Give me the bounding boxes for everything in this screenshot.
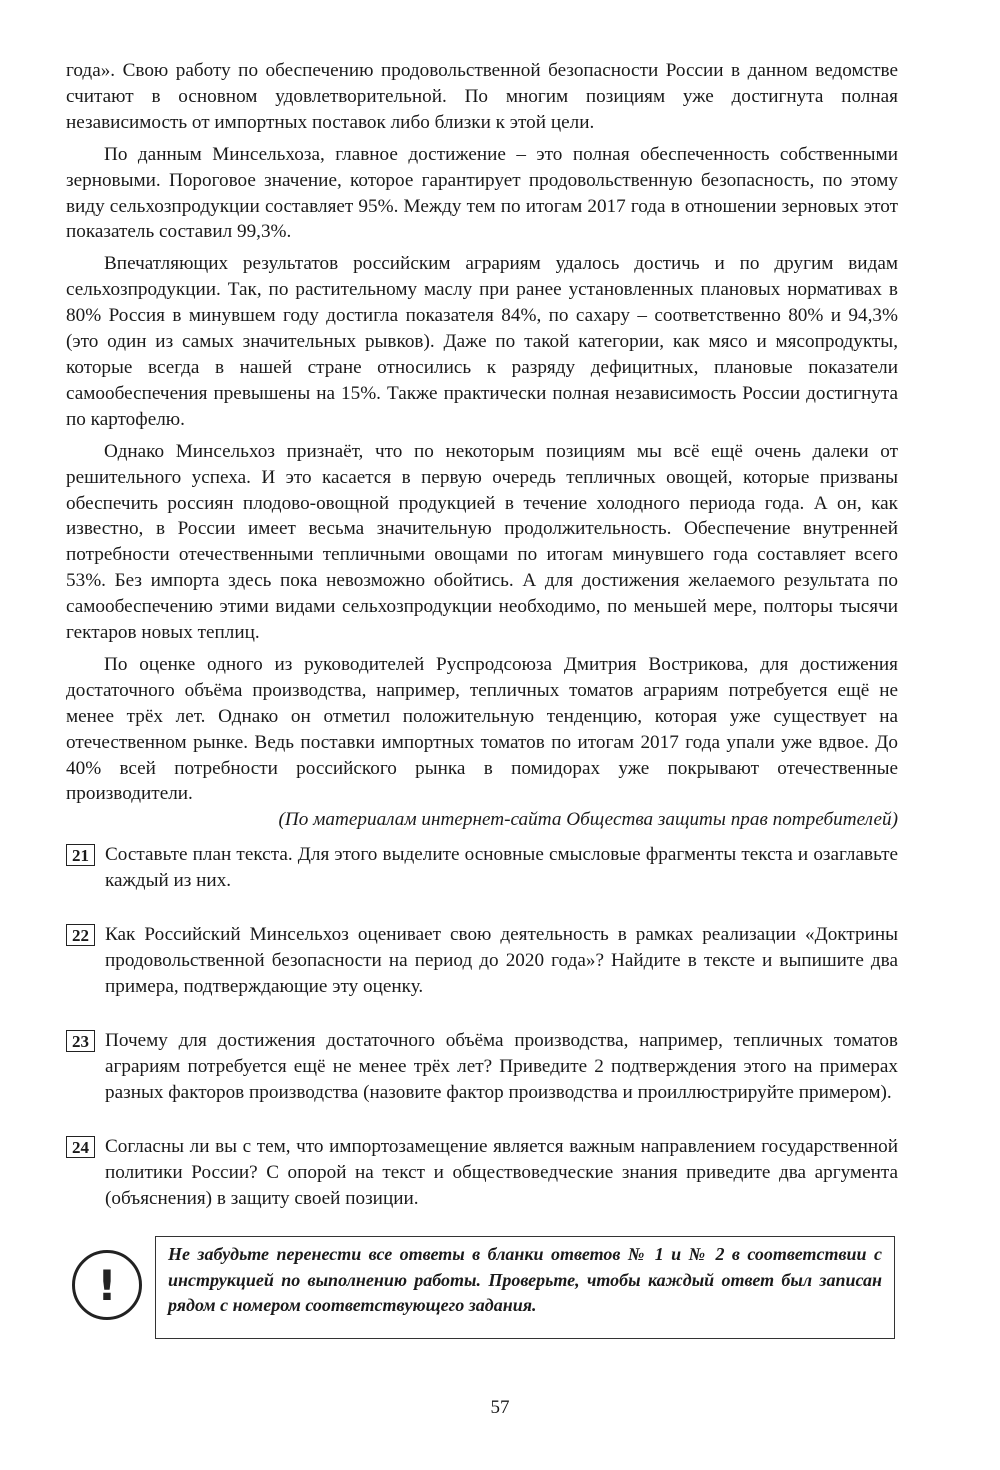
task-number: 24 [66, 1136, 95, 1158]
task-question: Как Российский Минсельхоз оценивает свою деятельность в рамках реализации «Доктрины продовольственной безопасности на период до 2020 года»? Найдите в тексте и выпишите два примера, подтверждающие эту оценку. [105, 924, 898, 997]
paragraph-3: Впечатляющих результатов российским аграриям удалось достичь и по другим видам сельхозпродукции. Так, по растительному маслу при ранее установленных плановых нормативах в 80% Россия в минувшем году достигла показателя 84%, по сахару – соответственно 80% и 94,3% (это один из самых значительных рывков). Даже по такой категории, как мясо и мясопродукты, которые всегда в нашей стране относились к разряду дефицитных, плановые показатели самообеспечения превышены на 15%. Также практически полная независимость России достигнута по картофелю. [66, 253, 898, 430]
paragraph-5: По оценке одного из руководителей Руспродсоюза Дмитрия Вострикова, для достижения достаточного объёма производства, например, тепличных томатов аграриям потребуется ещё не менее трёх лет. Однако он отметил положительную тенденцию, которая уже существует на отечественном рынке. Ведь поставки импортных томатов по итогам 2017 года упали уже вдвое. До 40% всей потребности российского рынка в помидорах уже покрывают отечественные производители. [66, 653, 898, 805]
task-list [66, 842, 898, 1240]
task-23 [66, 1028, 898, 1106]
paragraph-1: года». Свою работу по обеспечению продовольственной безопасности России в данном ведомстве считают в основном удовлетворительной. По многим позициям уже достигнута полная независимость от импортных поставок либо близки к этой цели. [66, 60, 898, 133]
task-number: 22 [66, 924, 95, 946]
task-number: 21 [66, 844, 95, 866]
task-number: 23 [66, 1030, 95, 1052]
task-question: Согласны ли вы с тем, что импортозамещение является важным направлением государственной политики России? С опорой на текст и обществоведческие знания приведите два аргумента (объяснения) в защиту своей позиции. [105, 1136, 898, 1209]
task-question: Почему для достижения достаточного объёма производства, например, тепличных томатов аграриям потребуется ещё не менее трёх лет? Приведите 2 подтверждения этого на примерах разных факторов производства (назовите фактор производства и проиллюстрируйте примером). [105, 1030, 898, 1103]
article-text [66, 58, 898, 839]
exclamation-icon: ! [72, 1250, 142, 1320]
task-21 [66, 842, 898, 894]
task-22 [66, 922, 898, 1000]
task-24 [66, 1134, 898, 1212]
source-citation: (По материалам интернет-сайта Общества защиты прав потребителей) [278, 809, 898, 831]
notice-box: Не забудьте перенести все ответы в бланки ответов № 1 и № 2 в соответствии с инструкцией по выполнению работы. Проверьте, чтобы каждый ответ был записан рядом с номером соответствующего задания. [155, 1236, 895, 1339]
paragraph-2: По данным Минсельхоза, главное достижение – это полная обеспеченность собственными зерновыми. Пороговое значение, которое гарантирует продовольственную безопасность, по этому виду сельхозпродукции составляет 95%. Между тем по итогам 2017 года в отношении зерновых этот показатель составил 99,3%. [66, 143, 898, 243]
task-question: Составьте план текста. Для этого выделите основные смысловые фрагменты текста и озаглавьте каждый из них. [105, 844, 898, 891]
page-number: 57 [490, 1397, 510, 1418]
paragraph-4: Однако Минсельхоз признаёт, что по некоторым позициям мы всё ещё очень далеки от решительного успеха. И это касается в первую очередь тепличных овощей, которые призваны обеспечить россиян плодово-овощной продукцией в течение холодного периода года. А он, как известно, в России имеет весьма значительную продолжительность. Обеспечение внутренней потребности отечественными тепличными овощами по итогам минувшего года составляет всего 53%. Без импорта здесь пока невозможно обойтись. А для достижения желаемого результата по самообеспечению этими видами сельхозпродукции необходимо, по меньшей мере, полторы тысячи гектаров новых теплиц. [66, 440, 898, 644]
